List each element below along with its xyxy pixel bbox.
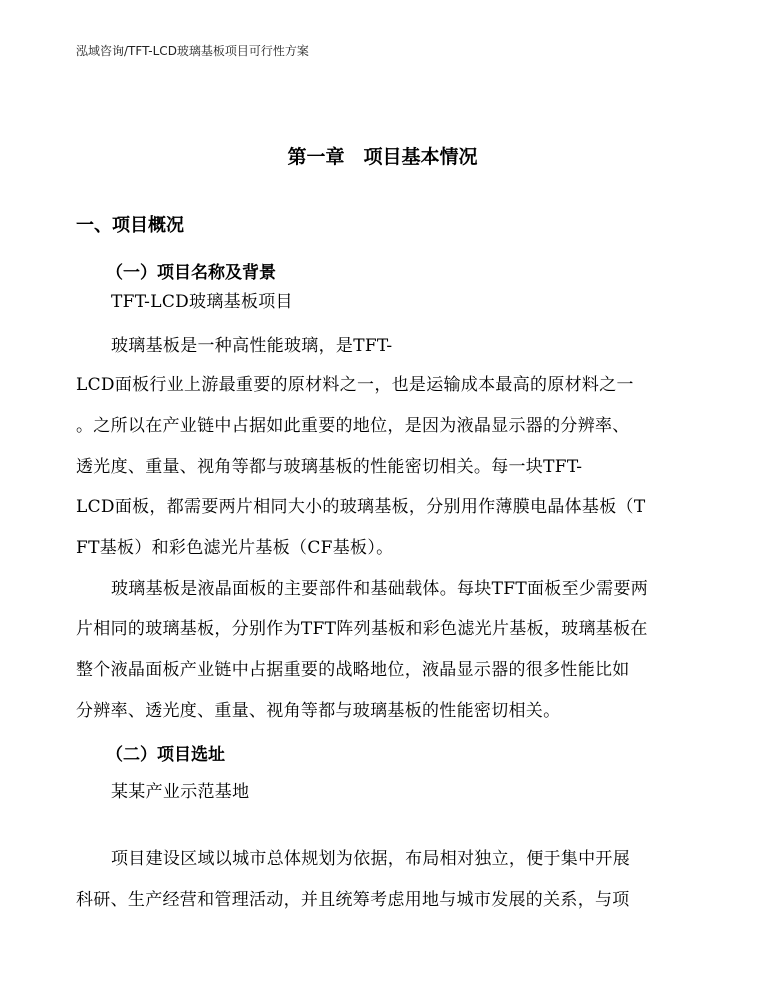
paragraph-line: 项目建设区域以城市总体规划为依据，布局相对独立，便于集中开展: [111, 849, 630, 869]
subsection-heading-name-background: （一）项目名称及背景: [106, 263, 276, 283]
paragraph-line: 玻璃基板是液晶面板的主要部件和基础载体。每块TFT面板至少需要两: [111, 579, 649, 599]
paragraph-line: 分辨率、透光度、重量、视角等都与玻璃基板的性能密切相关。: [76, 701, 561, 721]
paragraph-line: 。之所以在产业链中占据如此重要的地位，是因为液晶显示器的分辨率、: [76, 416, 630, 436]
paragraph-line: 片相同的玻璃基板，分别作为TFT阵列基板和彩色滤光片基板，玻璃基板在: [76, 619, 648, 639]
paragraph-line: 透光度、重量、视角等都与玻璃基板的性能密切相关。每一块TFT-: [76, 457, 583, 477]
chapter-title: 第一章 项目基本情况: [287, 146, 478, 168]
paragraph-line: 玻璃基板是一种高性能玻璃，是TFT-: [111, 336, 393, 356]
project-name-line: TFT-LCD玻璃基板项目: [111, 292, 293, 312]
subsection-heading-site: （二）项目选址: [106, 745, 225, 765]
running-header: 泓域咨询/TFT-LCD玻璃基板项目可行性方案: [76, 44, 309, 58]
paragraph-line: LCD面板行业上游最重要的原材料之一，也是运输成本最高的原材料之一: [76, 375, 634, 395]
location-line: 某某产业示范基地: [111, 782, 250, 802]
section-heading-overview: 一、项目概况: [76, 215, 184, 236]
paragraph-line: 科研、生产经营和管理活动，并且统筹考虑用地与城市发展的关系，与项: [76, 890, 630, 910]
paragraph-line: 整个液晶面板产业链中占据重要的战略地位，液晶显示器的很多性能比如: [76, 660, 630, 680]
paragraph-line: FT基板）和彩色滤光片基板（CF基板）。: [76, 538, 394, 558]
paragraph-line: LCD面板，都需要两片相同大小的玻璃基板，分别用作薄膜电晶体基板（T: [76, 497, 646, 517]
